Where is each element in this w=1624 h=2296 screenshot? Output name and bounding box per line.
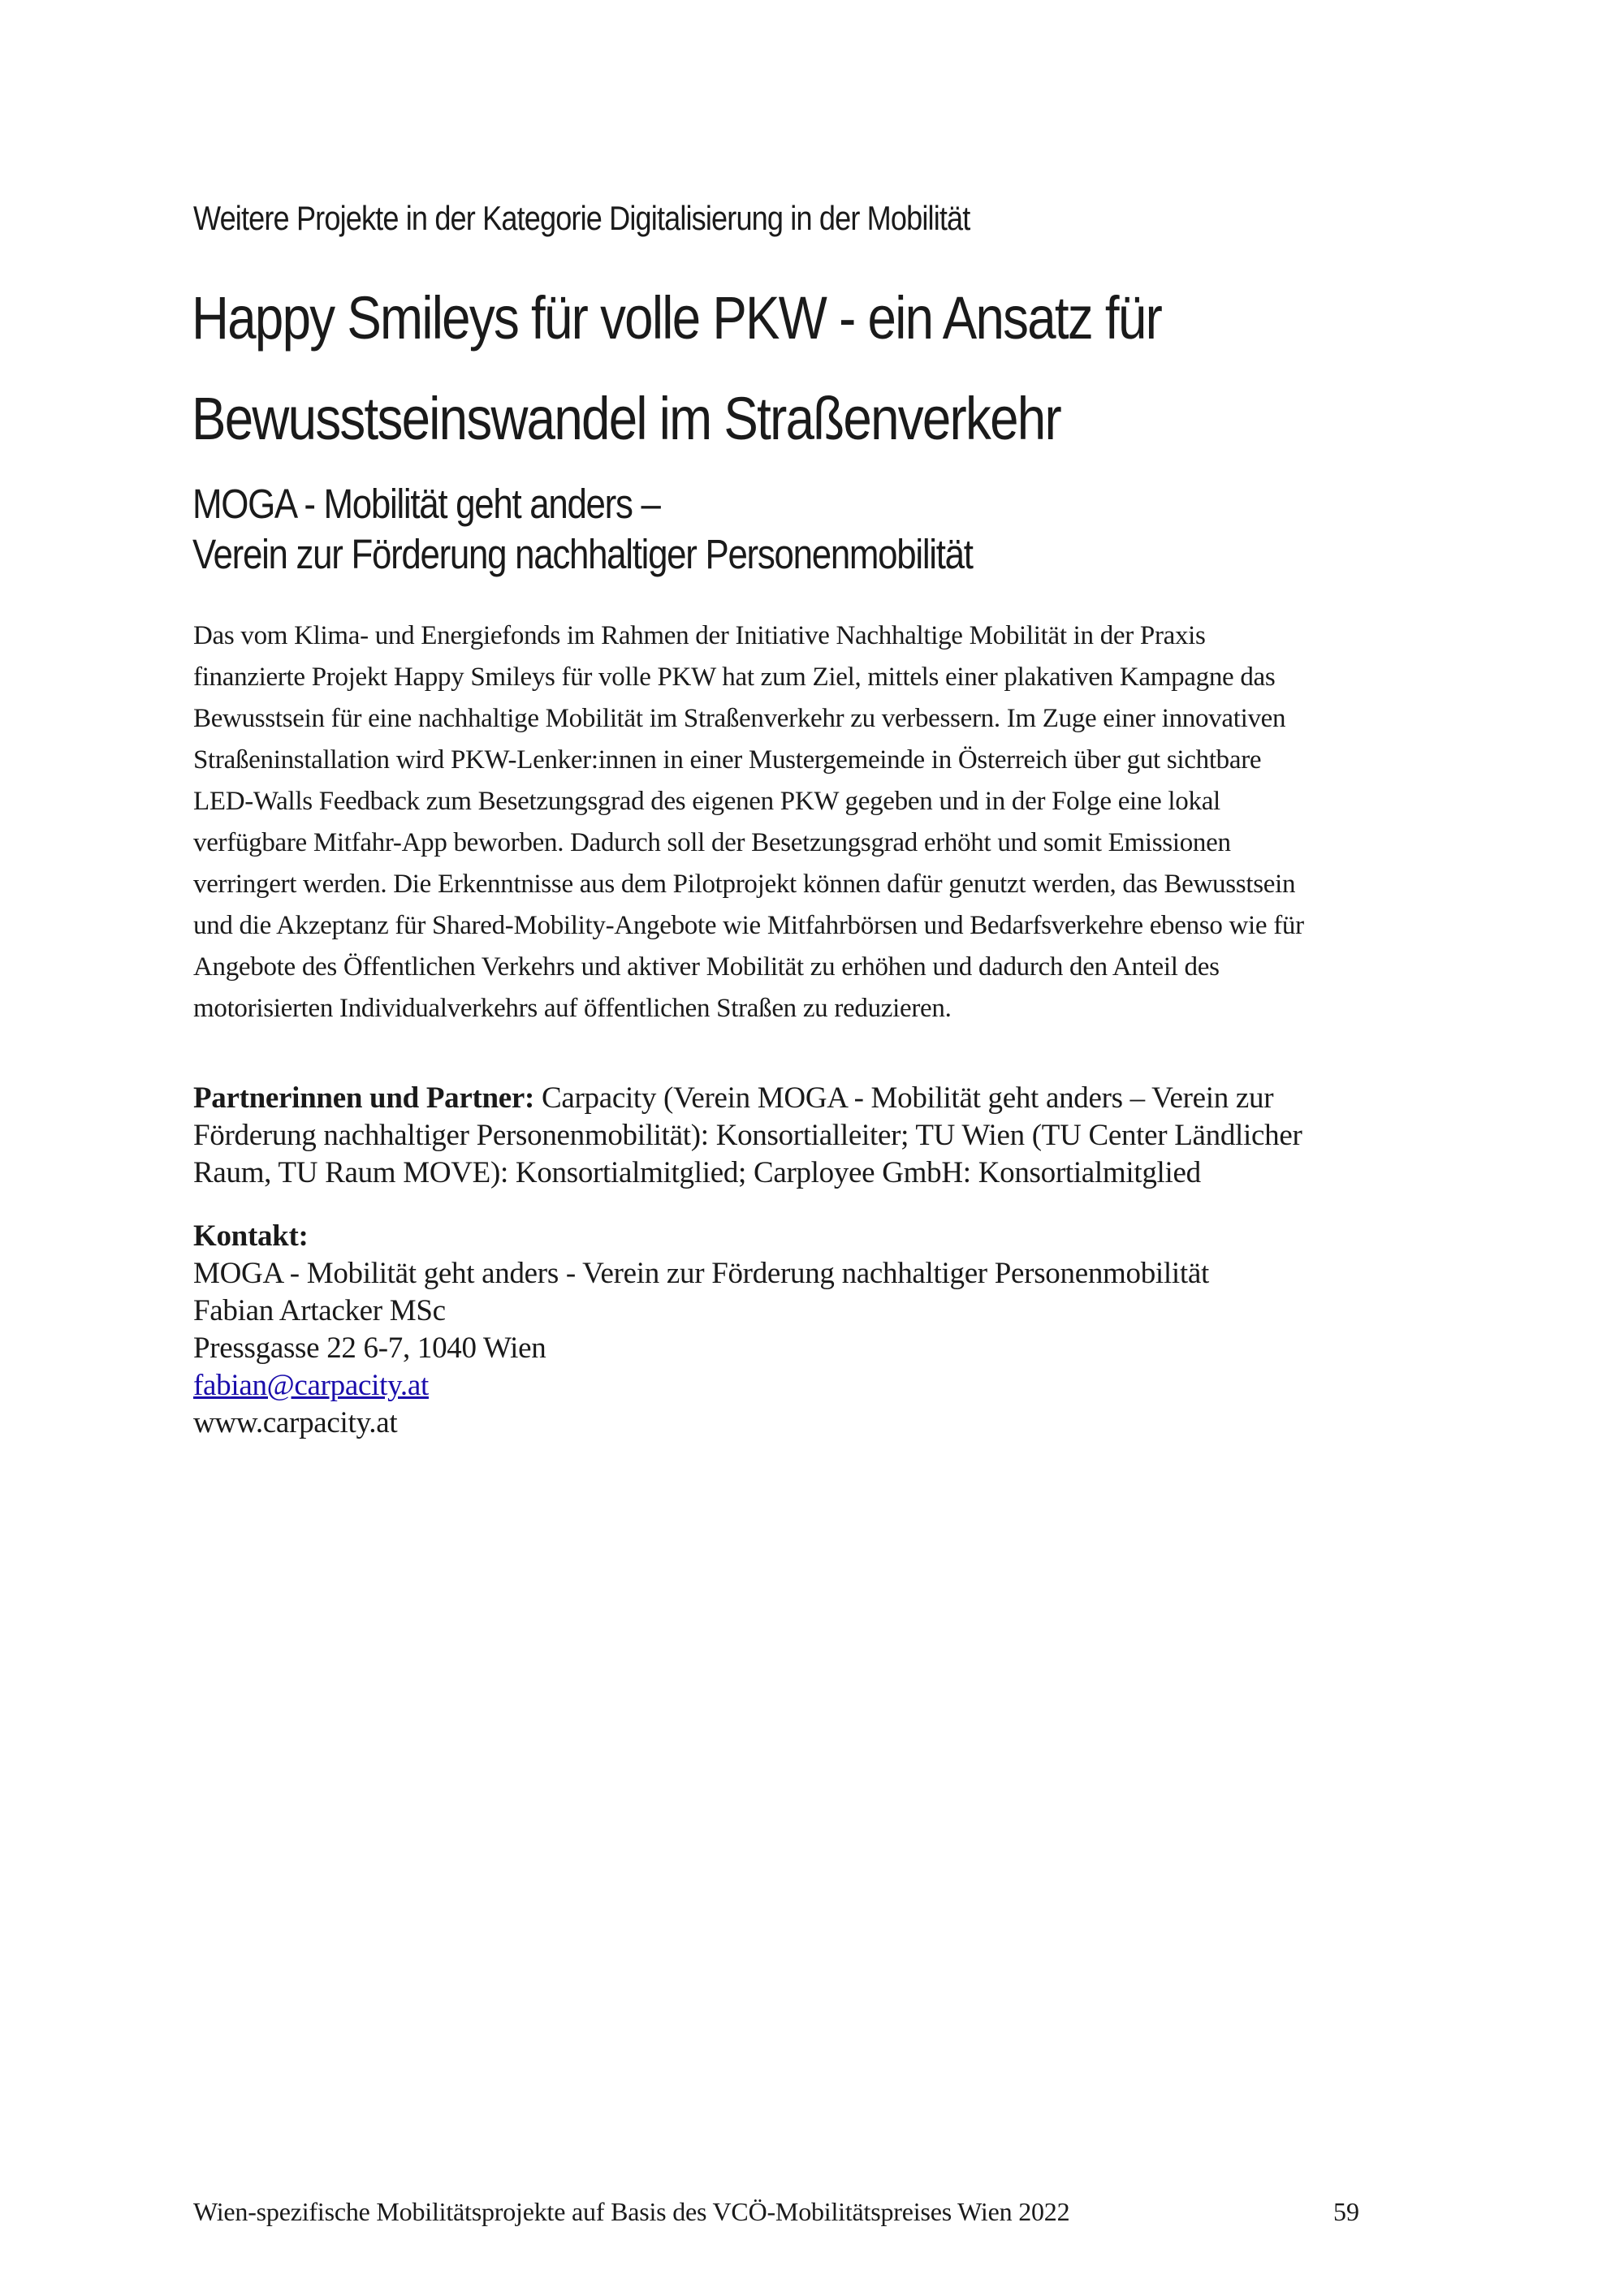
description-line: Angebote des Öffentlichen Verkehrs und aktiver Mobilität zu erhöhen und dadurch den Anteil des (193, 952, 1220, 982)
contact-person: Fabian Artacker MSc (193, 1294, 446, 1327)
description-line: verfügbare Mitfahr-App beworben. Dadurch soll der Besetzungsgrad erhöht und somit Emissionen (193, 828, 1231, 857)
description-line: finanzierte Projekt Happy Smileys für volle PKW hat zum Ziel, mittels einer plakativen Kampagne das (193, 662, 1276, 692)
description-line: Bewusstsein für eine nachhaltige Mobilität im Straßenverkehr zu verbessern. Im Zuge einer innovativen (193, 704, 1286, 733)
partners-section (193, 1080, 1460, 1192)
contact-label: Kontakt: (193, 1219, 309, 1253)
title-line-1: Happy Smileys für volle PKW - ein Ansatz für (192, 284, 1162, 352)
page-title (192, 268, 1161, 469)
description-line: Straßeninstallation wird PKW-Lenker:innen in einer Mustergemeinde in Österreich über gut sichtbare (193, 745, 1262, 775)
partners-line-3: Raum, TU Raum MOVE): Konsortialmitglied; Carployee GmbH: Konsortialmitglied (193, 1156, 1201, 1189)
title-line-2: Bewusstseinswandel im Straßenverkehr (192, 385, 1060, 452)
page-footer: Wien-spezifische Mobilitätsprojekte auf Basis des VCÖ-Mobilitätspreises Wien 2022 (193, 2197, 1070, 2226)
partners-line-1 (193, 1080, 1460, 1117)
partners-label: Partnerinnen und Partner: (193, 1081, 535, 1115)
contact-email-link[interactable]: fabian@carpacity.at (193, 1369, 429, 1402)
contact-organization: MOGA - Mobilität geht anders - Verein zur Förderung nachhaltiger Personenmobilität (193, 1257, 1209, 1290)
description-line: und die Akzeptanz für Shared-Mobility-Angebote wie Mitfahrbörsen und Bedarfsverkehre ebenso wie für (193, 911, 1304, 940)
partners-text: Carpacity (Verein MOGA - Mobilität geht anders – Verein zur (534, 1081, 1274, 1115)
project-description (193, 615, 1444, 1029)
page-number: 59 (1333, 2197, 1359, 2226)
contact-address: Pressgasse 22 6-7, 1040 Wien (193, 1331, 546, 1365)
description-line: Das vom Klima- und Energiefonds im Rahmen der Initiative Nachhaltige Mobilität in der Praxis (193, 621, 1206, 650)
organization-subtitle (192, 479, 973, 580)
subtitle-line-2: Verein zur Förderung nachhaltiger Personenmobilität (192, 531, 973, 577)
description-line: motorisierten Individualverkehrs auf öffentlichen Straßen zu reduzieren. (193, 994, 952, 1023)
description-line: verringert werden. Die Erkenntnisse aus dem Pilotprojekt können dafür genutzt werden, das Bewusstsein (193, 870, 1296, 899)
category-heading: Weitere Projekte in der Kategorie Digitalisierung in der Mobilität (193, 199, 970, 237)
description-line: LED-Walls Feedback zum Besetzungsgrad des eigenen PKW gegeben und in der Folge eine lokal (193, 787, 1220, 816)
subtitle-line-1: MOGA - Mobilität geht anders – (192, 481, 660, 527)
contact-website: www.carpacity.at (193, 1406, 398, 1439)
contact-section (193, 1218, 1209, 1442)
partners-line-2: Förderung nachhaltiger Personenmobilität): Konsortialleiter; TU Wien (TU Center Ländlicher (193, 1119, 1302, 1152)
